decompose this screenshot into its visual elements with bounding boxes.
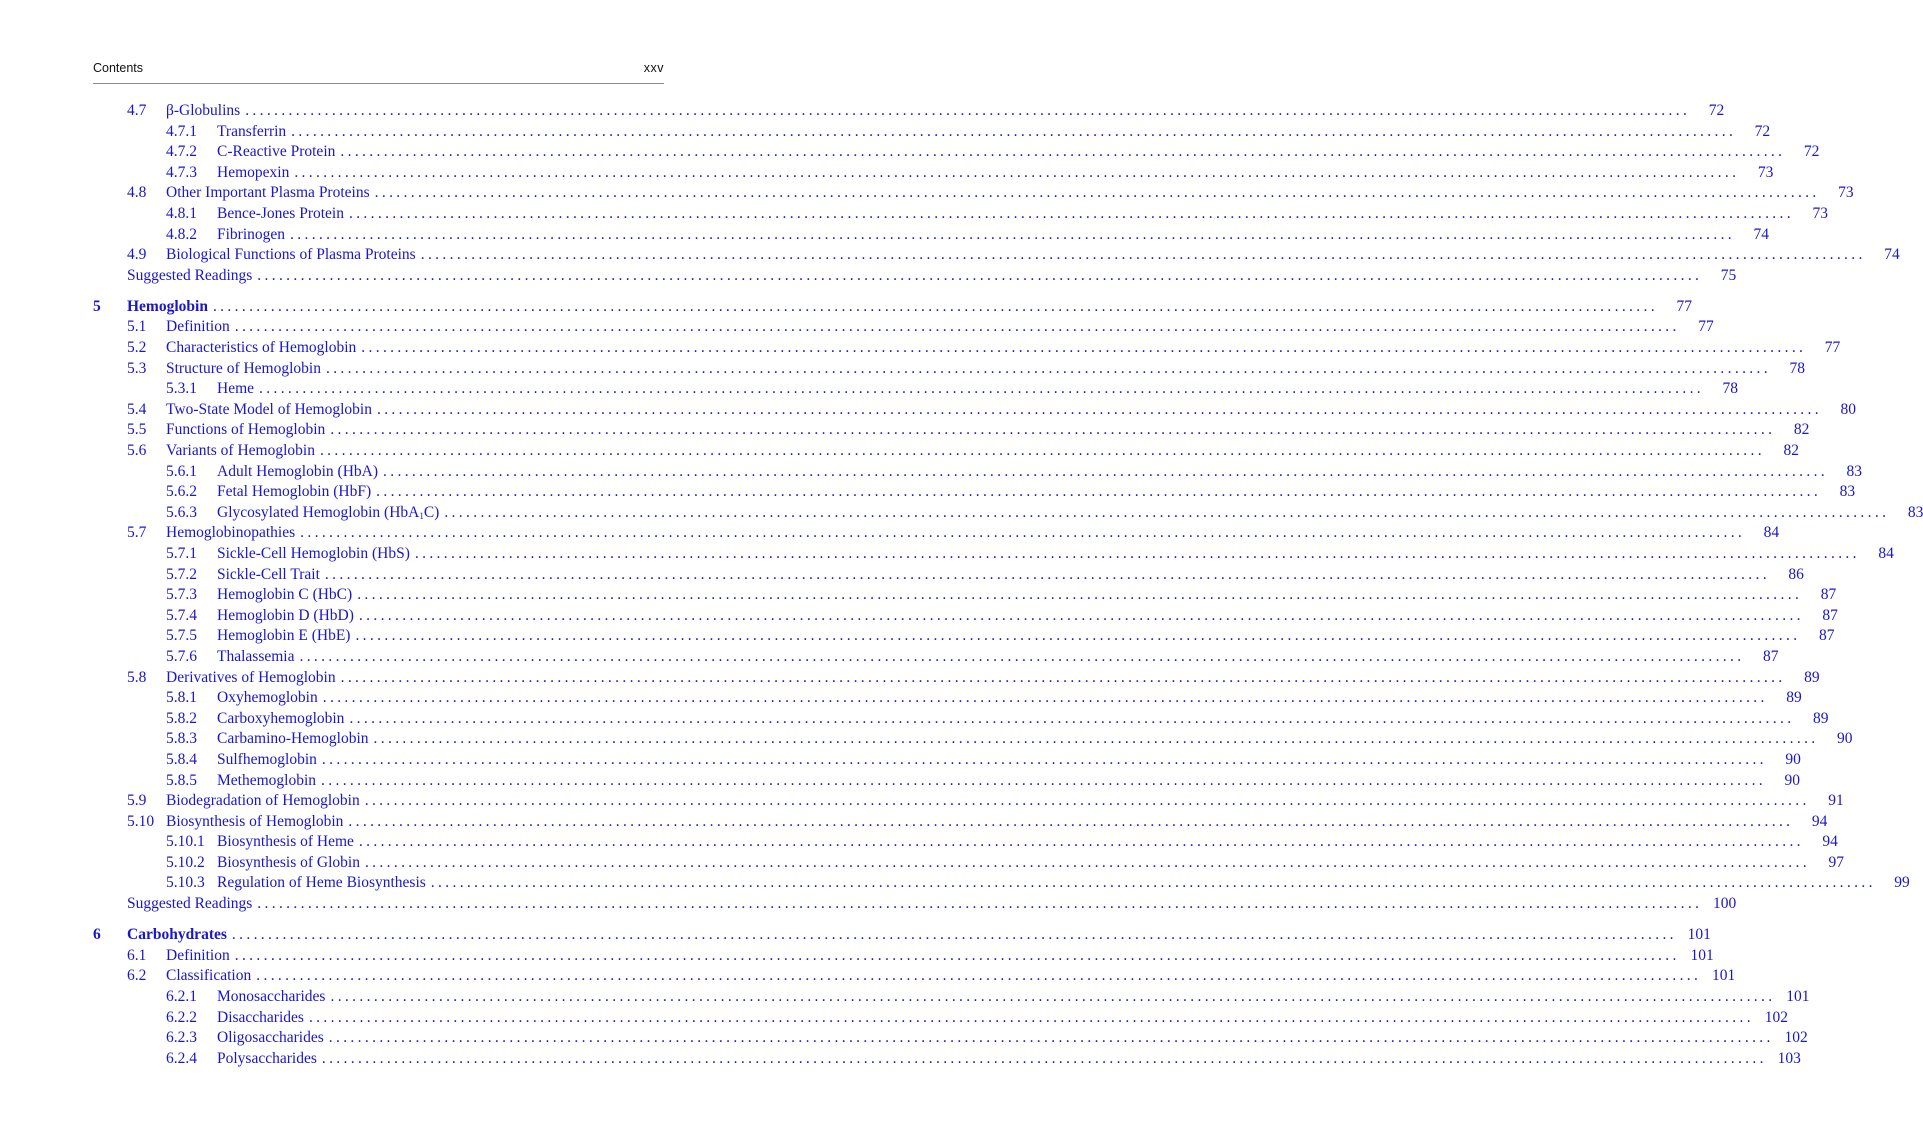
toc-entry-title[interactable]: Glycosylated Hemoglobin (HbA$_1$C) <box>217 503 440 521</box>
toc-entry-number: 4.8.1 <box>166 204 197 222</box>
toc-entry-page: 77 <box>1676 297 1692 315</box>
toc-entry[interactable] <box>93 709 1829 730</box>
dot-leader: ........................................................................................................................................................................................................ <box>364 853 1810 871</box>
toc-entry-title[interactable]: Biodegradation of Hemoglobin <box>166 792 360 810</box>
toc-entry-number: 5.10.1 <box>166 833 205 851</box>
toc-entry-page: 101 <box>1786 987 1810 1005</box>
toc-entry-number: 5.10.3 <box>166 874 205 892</box>
toc-entry-title[interactable]: Definition <box>166 318 230 336</box>
toc-entry[interactable] <box>93 225 1770 246</box>
toc-entry-title[interactable]: Structure of Hemoglobin <box>166 359 321 377</box>
toc-entry[interactable] <box>93 183 1854 204</box>
toc-entry-number: 4.8 <box>127 184 147 202</box>
toc-entry-page: 73 <box>1812 204 1828 222</box>
toc-entry[interactable] <box>93 987 1810 1008</box>
toc-entry-page: 101 <box>1687 926 1711 944</box>
toc-entry[interactable] <box>93 812 1828 833</box>
toc-entry[interactable] <box>93 1049 1801 1070</box>
toc-entry-number: 4.8.2 <box>166 225 197 243</box>
toc-entry[interactable] <box>93 379 1739 400</box>
toc-entry-title[interactable]: Biosynthesis of Globin <box>217 853 360 871</box>
toc-entry-page: 90 <box>1837 730 1853 748</box>
toc-entry-page: 80 <box>1840 400 1856 418</box>
toc-entry[interactable] <box>93 873 1910 894</box>
toc-entry[interactable] <box>93 729 1853 750</box>
toc-chapter-entry[interactable] <box>93 925 1711 946</box>
toc-entry-number: 5.8.3 <box>166 730 197 748</box>
toc-entry[interactable] <box>93 1028 1808 1049</box>
dot-leader: ........................................................................................................................................................................................................ <box>234 318 1680 336</box>
toc-entry-number: 6.2.3 <box>166 1029 197 1047</box>
toc-entry-page: 83 <box>1907 503 1923 521</box>
toc-entry-page: 75 <box>1720 266 1737 284</box>
running-header-title: Contents <box>93 61 144 75</box>
toc-entry-title[interactable]: Sickle-Cell Trait <box>217 565 320 583</box>
dot-leader: ........................................................................................................................................................................................................ <box>376 400 1822 418</box>
toc-entry-title[interactable]: Hemoglobin E (HbE) <box>217 627 351 645</box>
toc-entry[interactable] <box>93 523 1780 544</box>
toc-entry-page: 100 <box>1713 895 1737 913</box>
dot-leader: ........................................................................................................................................................................................................ <box>257 266 1703 284</box>
toc-entry-title[interactable]: Regulation of Heme Biosynthesis <box>217 874 426 892</box>
toc-entry-number: 6.2.2 <box>166 1008 197 1026</box>
toc-entry-title[interactable]: Biological Functions of Plasma Proteins <box>166 246 416 264</box>
toc-entry-title[interactable]: Classification <box>166 967 252 985</box>
dot-leader: ........................................................................................................................................................................................................ <box>212 297 1658 315</box>
toc-entry-number: 4.9 <box>127 246 147 264</box>
toc-entry-page: 74 <box>1884 246 1900 264</box>
toc-entry[interactable] <box>93 853 1844 874</box>
toc-entry-page: 89 <box>1804 668 1820 686</box>
dot-leader: ........................................................................................................................................................................................................ <box>234 946 1680 964</box>
toc-entry-page: 83 <box>1839 483 1856 501</box>
toc-entry-page: 73 <box>1838 184 1854 202</box>
toc-entry-number: 5.7.5 <box>166 627 197 645</box>
toc-entry-page: 72 <box>1803 143 1820 161</box>
toc-entry[interactable] <box>93 966 1736 987</box>
toc-entry-page: 94 <box>1822 833 1838 851</box>
toc-entry-number: 5.7.4 <box>166 606 197 624</box>
toc-entry-number: 5.8.5 <box>166 771 197 789</box>
dot-leader: ........................................................................................................................................................................................................ <box>358 833 1804 851</box>
toc-entry-title[interactable]: Suggested Readings <box>127 895 253 913</box>
toc-entry-page: 99 <box>1894 874 1910 892</box>
dot-leader: ........................................................................................................................................................................................................ <box>340 668 1786 686</box>
dot-leader: ........................................................................................................................................................................................................ <box>319 442 1765 459</box>
toc-entry-page: 103 <box>1777 1049 1801 1067</box>
toc-entry-page: 102 <box>1784 1029 1808 1047</box>
dot-leader: ........................................................................................................................................................................................................ <box>383 462 1829 480</box>
toc-entry-title[interactable]: Bence-Jones Protein <box>217 204 344 222</box>
toc-entry-number: 5.10.2 <box>166 853 205 871</box>
toc-entry-number: 4.7.3 <box>166 163 197 181</box>
toc-entry-page: 87 <box>1822 606 1838 624</box>
toc-entry-number: 5.8 <box>127 668 147 686</box>
dot-leader: ........................................................................................................................................................................................................ <box>357 586 1803 604</box>
toc-entry-page: 84 <box>1763 524 1780 542</box>
toc-entry-page: 90 <box>1784 771 1801 789</box>
toc-entry[interactable] <box>93 142 1820 163</box>
dot-leader: ........................................................................................................................................................................................................ <box>324 565 1770 583</box>
toc-entry-number: 5.4 <box>127 400 147 418</box>
toc-entry[interactable] <box>93 565 1804 586</box>
toc-entry-title[interactable]: Carbamino-Hemoglobin <box>217 730 369 748</box>
toc-entry-number: 4.7 <box>127 102 147 119</box>
dot-leader: ........................................................................................................................................................................................................ <box>294 163 1740 181</box>
toc-entry-title[interactable]: Sulfhemoglobin <box>217 750 317 768</box>
toc-entry-number: 6.2 <box>127 967 147 985</box>
toc-entry-title[interactable]: Fetal Hemoglobin (HbF) <box>217 483 372 501</box>
dot-leader: ........................................................................................................................................................................................................ <box>322 689 1768 707</box>
toc-entry[interactable] <box>93 204 1828 225</box>
dot-leader: ........................................................................................................................................................................................................ <box>348 204 1794 222</box>
toc-entry-title[interactable]: Heme <box>217 380 255 398</box>
toc-entry-number: 6.2.1 <box>166 987 197 1005</box>
toc-entry-page: 102 <box>1764 1008 1788 1026</box>
toc-entry-title[interactable]: Disaccharides <box>217 1008 304 1026</box>
toc-entry-title[interactable]: Polysaccharides <box>217 1049 317 1067</box>
toc-entry[interactable] <box>93 101 1725 122</box>
toc-entry[interactable] <box>93 626 1835 647</box>
toc-entry-number: 5.1 <box>127 318 147 336</box>
dot-leader: ........................................................................................................................................................................................................ <box>330 421 1776 439</box>
toc-entry-number: 6.1 <box>127 946 147 964</box>
dot-leader: ........................................................................................................................................................................................................ <box>349 709 1795 727</box>
toc-entry-page: 97 <box>1828 853 1844 871</box>
toc-entry-title[interactable]: Characteristics of Hemoglobin <box>166 339 357 357</box>
dot-leader: ........................................................................................................................................................................................................ <box>430 874 1876 892</box>
toc-entry[interactable] <box>93 606 1838 627</box>
toc-entry-title[interactable]: Carbohydrates <box>127 926 227 944</box>
toc-entry[interactable] <box>93 750 1801 771</box>
dot-leader: ........................................................................................................................................................................................................ <box>444 503 1890 521</box>
toc-entry-title[interactable]: Methemoglobin <box>217 771 317 789</box>
toc-entry[interactable] <box>93 338 1841 359</box>
toc-entry[interactable] <box>93 122 1771 143</box>
toc-entry[interactable] <box>93 771 1801 792</box>
toc-entry-page: 87 <box>1818 627 1835 645</box>
toc-entry-title[interactable]: Hemopexin <box>217 163 290 181</box>
toc-entry-number: 5.7.1 <box>166 544 197 562</box>
toc-entry-title[interactable]: Other Important Plasma Proteins <box>166 184 370 202</box>
dot-leader: ........................................................................................................................................................................................................ <box>291 122 1737 140</box>
toc-entry-page: 74 <box>1753 225 1770 243</box>
toc-entry[interactable] <box>93 894 1737 915</box>
toc-entry-title[interactable]: Oxyhemoglobin <box>217 689 318 707</box>
toc-entry[interactable] <box>93 317 1714 338</box>
toc-entry-number: 5.6 <box>127 442 147 459</box>
toc-entry[interactable] <box>93 359 1805 380</box>
toc-entry-number: 5.7.2 <box>166 565 197 583</box>
toc-entry-title[interactable]: Adult Hemoglobin (HbA) <box>217 462 379 480</box>
toc-entry-title[interactable]: Sickle-Cell Hemoglobin (HbS) <box>217 544 410 562</box>
dot-leader: ........................................................................................................................................................................................................ <box>300 524 1746 542</box>
toc-entry[interactable] <box>93 688 1802 709</box>
toc-entry-number: 4.7.1 <box>166 122 197 140</box>
toc-entry-page: 72 <box>1708 102 1725 119</box>
toc-entry[interactable] <box>93 647 1779 668</box>
dot-leader: ........................................................................................................................................................................................................ <box>373 730 1819 748</box>
toc-entry-title[interactable]: Hemoglobin <box>127 297 208 315</box>
toc-entry-title[interactable]: Monosaccharides <box>217 987 326 1005</box>
dot-leader: ........................................................................................................................................................................................................ <box>321 750 1767 768</box>
dot-leader: ........................................................................................................................................................................................................ <box>299 647 1745 665</box>
running-header <box>93 59 664 84</box>
toc-entry-number: 5.6.2 <box>166 483 197 501</box>
toc-entry-number: 5.2 <box>127 339 147 357</box>
toc-entry-page: 90 <box>1785 750 1801 768</box>
page-number: xxv <box>643 61 664 75</box>
toc-entry-title[interactable]: β-Globulins <box>166 102 241 119</box>
toc-entry-title[interactable]: Variants of Hemoglobin <box>166 442 315 459</box>
toc-entry-title[interactable]: Derivatives of Hemoglobin <box>166 668 336 686</box>
toc-entry-title[interactable]: Hemoglobinopathies <box>166 524 296 542</box>
dot-leader: ........................................................................................................................................................................................................ <box>364 792 1810 810</box>
toc-entry-title[interactable]: Fibrinogen <box>217 225 286 243</box>
toc-entry-number: 5.9 <box>127 792 147 810</box>
toc-entry-number: 5.3.1 <box>166 380 197 398</box>
toc-entry[interactable] <box>93 832 1838 853</box>
dot-leader: ........................................................................................................................................................................................................ <box>414 544 1860 562</box>
dot-leader: ........................................................................................................................................................................................................ <box>361 339 1807 357</box>
toc-entry[interactable] <box>93 1008 1788 1029</box>
toc-entry-number: 5 <box>93 297 101 315</box>
toc-entry-number: 5.7.3 <box>166 586 197 604</box>
dot-leader: ........................................................................................................................................................................................................ <box>330 987 1776 1005</box>
toc-entry-page: 89 <box>1786 689 1802 707</box>
toc-entry[interactable] <box>93 503 1923 524</box>
dot-leader: ........................................................................................................................................................................................................ <box>340 143 1786 161</box>
toc-entry-title[interactable]: Biosynthesis of Hemoglobin <box>166 812 344 830</box>
toc-entry-number: 5.8.1 <box>166 689 197 707</box>
toc-entry-page: 94 <box>1811 812 1828 830</box>
dot-leader: ........................................................................................................................................................................................................ <box>256 967 1702 985</box>
toc-entry[interactable] <box>93 245 1900 266</box>
dot-leader: ........................................................................................................................................................................................................ <box>328 1029 1774 1047</box>
toc-entry-page: 87 <box>1762 647 1779 665</box>
toc-entry-page: 77 <box>1824 339 1841 357</box>
dot-leader: ........................................................................................................................................................................................................ <box>355 627 1801 645</box>
toc-entry-page: 101 <box>1712 967 1736 985</box>
toc-entry-page: 83 <box>1846 462 1863 480</box>
toc-entry-title[interactable]: Transferrin <box>217 122 287 140</box>
dot-leader: ........................................................................................................................................................................................................ <box>321 1049 1767 1067</box>
dot-leader: ........................................................................................................................................................................................................ <box>257 895 1703 913</box>
toc-entry-page: 78 <box>1722 380 1739 398</box>
dot-leader: ........................................................................................................................................................................................................ <box>308 1008 1754 1026</box>
toc-chapter-entry[interactable] <box>93 297 1692 318</box>
toc-entry-page: 72 <box>1754 122 1771 140</box>
toc-entry-title[interactable]: Hemoglobin C (HbC) <box>217 586 353 604</box>
toc-entry-page: 101 <box>1690 946 1714 964</box>
dot-leader: ........................................................................................................................................................................................................ <box>358 606 1804 624</box>
dot-leader: ........................................................................................................................................................................................................ <box>420 246 1866 264</box>
toc-entry-title[interactable]: Two-State Model of Hemoglobin <box>166 400 372 418</box>
dot-leader: ........................................................................................................................................................................................................ <box>231 926 1677 944</box>
toc-entry-number: 6.2.4 <box>166 1049 197 1067</box>
table-of-contents <box>93 101 1923 1069</box>
toc-entry-title[interactable]: C-Reactive Protein <box>217 143 336 161</box>
toc-entry-title[interactable]: Hemoglobin D (HbD) <box>217 606 354 624</box>
toc-entry-page: 78 <box>1789 359 1805 377</box>
toc-entry-number: 5.7 <box>127 524 147 542</box>
toc-entry[interactable] <box>93 668 1820 689</box>
toc-entry-title[interactable]: Suggested Readings <box>127 266 253 284</box>
dot-leader: ........................................................................................................................................................................................................ <box>259 380 1705 398</box>
toc-entry-page: 91 <box>1828 792 1844 810</box>
dot-leader: ........................................................................................................................................................................................................ <box>376 483 1822 501</box>
toc-entry-number: 5.10 <box>127 812 155 830</box>
toc-entry-title[interactable]: Thalassemia <box>217 647 295 665</box>
toc-entry[interactable] <box>93 544 1894 565</box>
toc-entry-number: 4.7.2 <box>166 143 197 161</box>
toc-entry-number: 5.8.4 <box>166 750 197 768</box>
toc-entry-number: 5.3 <box>127 359 147 377</box>
toc-entry-title[interactable]: Definition <box>166 946 230 964</box>
toc-entry-number: 5.6.1 <box>166 462 197 480</box>
toc-entry-page: 82 <box>1783 442 1799 459</box>
toc-entry[interactable] <box>93 266 1737 287</box>
dot-leader: ........................................................................................................................................................................................................ <box>290 225 1736 243</box>
toc-entry-title[interactable]: Biosynthesis of Heme <box>217 833 354 851</box>
toc-entry[interactable] <box>93 420 1810 441</box>
toc-entry-page: 86 <box>1788 565 1804 583</box>
dot-leader: ........................................................................................................................................................................................................ <box>321 771 1767 789</box>
toc-entry[interactable] <box>93 441 1799 462</box>
dot-leader: ........................................................................................................................................................................................................ <box>325 359 1771 377</box>
dot-leader: ........................................................................................................................................................................................................ <box>245 102 1691 119</box>
toc-entry-number: 5.6.3 <box>166 503 197 521</box>
toc-entry[interactable] <box>93 791 1844 812</box>
toc-entry[interactable] <box>93 946 1714 967</box>
toc-entry-page: 73 <box>1757 163 1774 181</box>
toc-entry-page: 87 <box>1820 586 1837 604</box>
toc-entry[interactable] <box>93 462 1863 483</box>
toc-entry[interactable] <box>93 400 1856 421</box>
toc-entry[interactable] <box>93 482 1856 503</box>
toc-entry-number: 5.5 <box>127 421 147 439</box>
toc-entry-page: 82 <box>1793 421 1810 439</box>
toc-entry-title[interactable]: Oligosaccharides <box>217 1029 324 1047</box>
toc-entry-number: 5.7.6 <box>166 647 197 665</box>
toc-entry-page: 84 <box>1878 544 1894 562</box>
dot-leader: ........................................................................................................................................................................................................ <box>374 184 1820 202</box>
dot-leader: ........................................................................................................................................................................................................ <box>348 812 1794 830</box>
toc-entry[interactable] <box>93 585 1837 606</box>
toc-entry-page: 77 <box>1698 318 1714 336</box>
toc-entry-page: 89 <box>1812 709 1829 727</box>
toc-entry-number: 5.8.2 <box>166 709 197 727</box>
toc-entry-title[interactable]: Carboxyhemoglobin <box>217 709 345 727</box>
toc-entry-number: 6 <box>93 926 101 944</box>
toc-entry[interactable] <box>93 163 1774 184</box>
toc-entry-title[interactable]: Functions of Hemoglobin <box>166 421 326 439</box>
